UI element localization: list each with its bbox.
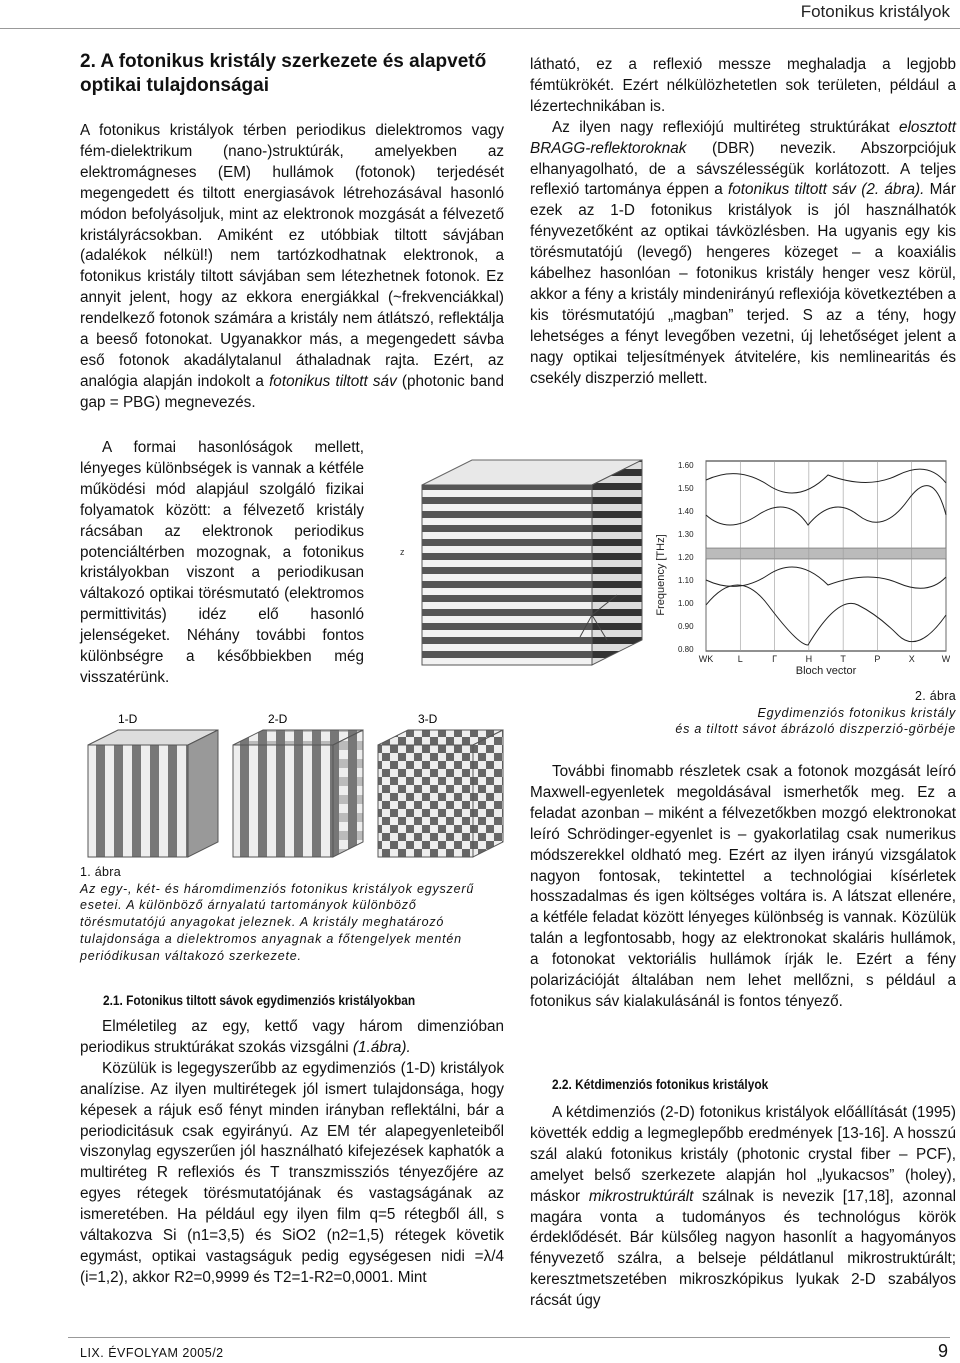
x-tick-label: Γ [772, 654, 778, 664]
band-gap-band [706, 548, 946, 559]
cube-front-face [422, 485, 592, 665]
section-2-title: 2. A fotonikus kristály szerkezete és alapvető optikai tulajdonságai [80, 51, 487, 96]
x-tick-label: P [874, 654, 881, 664]
page-number: 9 [937, 1341, 948, 1361]
figure-2-caption: 2. ábra Egydimenziós fotonikus kristály és a tiltott sávot ábrázoló diszperzió-görbéje [675, 689, 956, 737]
x-tick-label: X [908, 654, 915, 664]
y-tick-label: 1.40 [678, 507, 694, 516]
cube-2d [233, 730, 363, 857]
cube-3d [378, 730, 503, 857]
x-tick-label: L [737, 654, 743, 664]
figure-1-crystals [78, 705, 506, 863]
x-tick-label: T [840, 654, 846, 664]
y-tick-label: 1.10 [678, 576, 694, 585]
x-tick-label: W [941, 654, 950, 664]
right-column-bottom-paragraph: További finomabb részletek csak a fotonok mozgását leíró Maxwell-egyenletek megoldásával ismerhetők meg. Ez a feladat azonban – miként a félvezetőkben mozgó elektronokat leíró Schrödinger-egyenlet is – gyakorlatilag csak numerikus módszerekkel oldható meg. Ezért az ilyen irányú vizsgálatok nagyon fontosak, tekintettel a technológiai kísérletek hosszadalmas és igen költséges voltára is. A látszat ellenére, a kétféle feladat között lényeges különbség is vannak. Közülük talán a legfontosabb, hogy az elektronokat skaláris hullámok, a fotonokat vektoriális hullámok írják le. Ezért a fény polarizációját általában nem lehet mellőzni, s például a fotonikus sáv kialakulásánál is fontos tényező. [530, 763, 956, 1010]
dispersion-curve-3 [706, 469, 946, 493]
footer-rule [68, 1337, 950, 1338]
x-tick-label: WK [698, 654, 714, 664]
section-2-paragraph-1: A fotonikus kristályok térben periodikus dielektromos vagy fém-dielektrikum (nano-)struktúrák, amelyekben az elektromágneses (EM) hullámok (fotonok) terjedését megengedett és tiltott energiasávok létrehozásával hasonló módon befolyásoljuk, mint az elektronok mozgását a félvezető kristályrácsokban. Amiként ez utóbbiak tiltott sávjában (adalékok nélkül!) nem tartózkodhatnak elektronok, a fotonikus kristály tiltott sávjában sem létezhetnek fotonok. Ez annyit jelent, hogy az ekkora energiákkal (~frekvenciákkal) rendelkező fotonok számára a kristály nem átlátszó, reflektálja a beeső fotonokat. Ugyanakkor más, a megengedett sávba eső fotonok akadálytalanul áthaladnak rajta. Ezért, az analógia alapján indokolt a fotonikus tiltott sáv (photonic band gap = PBG) megnevezés. [80, 122, 505, 411]
cube-1d [88, 730, 218, 857]
section-2-2-body: A kétdimenziós (2-D) fotonikus kristályok előállítását (1995) követték eddig a legmeglepőbb eredmények [13-16]. A hosszú szál alakú fotonikus kristály (photonic crystal fiber – PCF), amelyet belső szerkezete alapján hol „lyukacsos” (holey), máskor mikrostruktúrált szálnak is nevezik [17,18], azonnal magára vonta a tudományos és technológus körök érdeklődését. Bár külsőleg nagyon hasonlít a hagyományos fényvezető szálra, a belseje példátlanul mikrostruktúrált; keresztmetszetében mikroszkópikus lyukak 2-D szabályos rácsát úgy [530, 1104, 957, 1310]
section-2-2-title: 2.2. Kétdimenziós fotonikus kristályok [552, 1076, 769, 1092]
dispersion-plot [648, 455, 950, 677]
label-2d: 2-D [268, 712, 288, 726]
y-tick-label: 1.30 [678, 530, 694, 539]
section-2-1-body: Elméletileg az egy, kettő vagy három dimenzióban periodikus struktúrákat szokás vizsgálni (1.ábra). Közülük is legegyszerűbb az egydimenziós (1-D) kristályok analízise. Az ilyen multirétegek jól ismert tulajdonsága, hogy képesek a rájuk eső fényt minden irányban reflektálni, bár a periodicitásuk csak egyirányú. Az EM tér alapegyenleteiből viszonylag egyszerűen jól használható kifejezések kaphatók a multiréteg R reflexiós és T transzmissziós tényezőjére az egyes rétegek törésmutatójának és vastagságának az ismeretében. Ha például egy ilyen film q=5 rétegből áll, s váltakozva Si (n1=3,5) és SiO2 (n2=1,5) rétegek követik egymást, optikai vastagságuk pedig egységesen nidi =λ/4 (i=1,2), akkor R2=0,9999 és T2=1-R2=0,0001. Mint [80, 1018, 504, 1286]
label-3d: 3-D [418, 712, 438, 726]
y-tick-label: 1.20 [678, 553, 694, 562]
multilayer-cube-figure [392, 455, 650, 685]
plot-xlabel: Bloch vector [795, 665, 857, 677]
section-2-1-title: 2.1. Fotonikus tiltott sávok egydimenziós kristályokban [103, 992, 416, 1008]
y-tick-label: 0.90 [678, 622, 694, 631]
dispersion-curve-2 [706, 486, 946, 525]
y-tick-labels [678, 461, 694, 654]
running-title: Fotonikus kristályok [800, 2, 950, 21]
axis-letter: z [400, 547, 405, 557]
x-tick-labels [699, 654, 950, 664]
plot-ylabel: Frequency [THz] [655, 534, 667, 616]
y-tick-label: 0.80 [678, 645, 694, 654]
x-tick-label: H [805, 654, 813, 664]
figure-1-caption: 1. ábra Az egy-, két- és háromdimenziós fotonikus kristályok egyszerű esetei. A különböző árnyalatú tartományok különböző törésmutatójú anyagokat jeleznek. A kristály meghatározó tulajdonsága a dielektromos anyagnak a főtengelyek mentén periódikusan váltakozó szerkezete. [80, 865, 475, 963]
label-1d: 1-D [118, 712, 138, 726]
y-tick-label: 1.00 [678, 599, 694, 608]
running-header [0, 0, 960, 29]
y-tick-label: 1.60 [678, 461, 694, 470]
footer-volume: LIX. ÉVFOLYAM 2005/2 [80, 1346, 224, 1360]
cube-side-face [592, 460, 642, 665]
dispersion-curve-1 [706, 585, 946, 645]
y-tick-label: 1.50 [678, 484, 694, 493]
section-2-paragraph-2: A formai hasonlóságok mellett, lényeges különbségek is vannak a kétféle működési mód alapjául szolgáló fizikai folyamatok között: a félvezető kristály rácsában az elektronok periodikus potenciáltérben mozognak, a fotonikus kristályokban viszont a periodikusan váltakozó optikai törésmutató (elektromos permittivitás) idéz elő hasonló jelenségeket. Néhány további fontos különbségre a későbbiekben még visszatérünk. [80, 439, 364, 686]
right-column-top: látható, ez a reflexió messze meghaladja a legjobb fémtükrökét. Ezért nélkülözhetetlen sok területen, például a lézertechnikában is. Az ilyen nagy reflexiójú multiréteg struktúrákat elosztott BRAGG-reflektoroknak (DBR) nevezik. Abszorpciójuk elhanyagolható, de a sávszélességük korlátozott. A teljes reflexió tartománya éppen a fotonikus tiltott sáv (2. ábra). Már ezek az 1-D fotonikus kristályok is jól használhatók fényvezetőként az optikai távközlésben. Ha ugyanis egy kis törésmutatójú (levegő) hengeres közeget – a koaxiális kábelhez hasonlóan – fotonikus kristály henger vesz körül, akkor a fény a kristály mindenirányú reflexiója következtében a kis törésmutatójú „magban” terjed. S az a tény, hogy lehetséges a fényt levegőben vezetni, új lehetőséget jelent a nagy optikai teljesítmények átvitelére, kis nemlinearitás és csekély diszperzió mellett. [530, 56, 957, 387]
